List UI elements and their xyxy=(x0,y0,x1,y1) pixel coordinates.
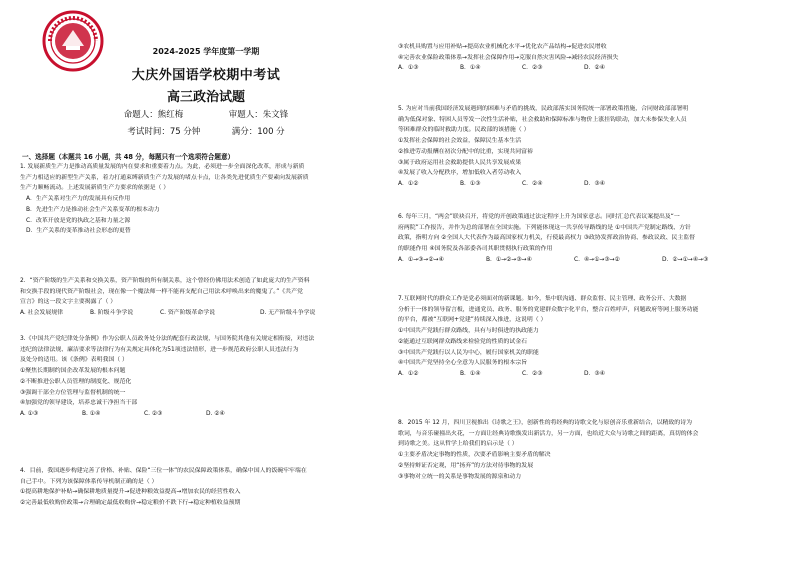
question-stem: 确为低保对象、特困人员等发一次性生活补贴，社会救助和保障标准与物价上涨挂钩联动，加大未参保失业人员 xyxy=(398,116,687,123)
option: B．先进生产力是推动社会生产关系变革的根本动力 xyxy=(26,206,160,213)
exam-time: 考试时间：75 分钟 xyxy=(127,127,201,137)
statement: ①提高耕地保护补贴→确保耕地质量提升→促进种粮效益提高→增加农民的经营性收入 xyxy=(20,489,241,496)
option: B．①→②→③→④ xyxy=(486,256,532,263)
question-5 xyxy=(398,104,778,190)
option: C．②④ xyxy=(522,180,543,187)
statement: ④中国共产党坚持全心全意为人民服务的根本宗旨 xyxy=(398,360,527,367)
option: A. 社会发展规律 xyxy=(20,310,64,317)
statement: ③强调干部全方位管理与监督机制的统一 xyxy=(20,389,126,396)
question-stem: 及处分的适用。该《条例》表明我国（ ） xyxy=(20,357,128,364)
question-stem: 违纪的法律法规、廉洁要求等法律行为有关规定具体化为51项违法情形，进一步规范政府公职人员违法行为 xyxy=(20,346,299,353)
question-1 xyxy=(20,162,392,237)
option: D．③④ xyxy=(584,370,605,377)
statement: ①发挥社会保障的社会效益，保障民生基本生活 xyxy=(398,138,522,145)
question-stem: 政策，指明方向 ②全国人大代表作为最高国家权力机关，行使最高权力 ③政协发挥政治协商、参政议政、民主监督 xyxy=(398,235,696,242)
question-2 xyxy=(20,276,392,319)
option: D. 无产阶级斗争学说 xyxy=(260,310,316,317)
statement: ③事物对立统一的关系是事物发展的源泉和动力 xyxy=(398,473,522,480)
school-logo-icon xyxy=(42,10,104,72)
question-stem: 到诗歌之美。这从哲学上给我们的启示是（ ） xyxy=(398,441,518,448)
option: B．①④ xyxy=(460,65,481,72)
question-stem: 8．2015 年 12 月，四川卫视推出《诗歌之王》，创新性的将经典的诗歌文化与原创音乐重新结合，以精致的诗为 xyxy=(398,420,692,426)
option: C．②③ xyxy=(522,370,543,377)
option-row xyxy=(398,255,778,266)
option: D．③④ xyxy=(584,180,605,187)
option: B. ①④ xyxy=(82,410,101,417)
question-stem: 自己手中。下列为该保障体系传导机制正确的是（ ） xyxy=(20,478,158,485)
question-6 xyxy=(398,212,778,266)
statement: ②能通过互联网群众路线来检验党的性质的试金石 xyxy=(398,338,527,345)
statement: ②不断推进公职人员管理的制度化、规范化 xyxy=(20,378,132,385)
option: A．生产关系对生产力的发展具有反作用 xyxy=(26,196,131,203)
question-4 xyxy=(20,466,392,509)
question-stem: 6. 每年三月，“两会”联袂召开，将党的开创政策通过法定程序上升为国家意志。同时汇总代表议案提出及“一 xyxy=(398,214,680,220)
question-stem: 府两院”工作报告，并作为总的部署在全国实施。下列能体现这一共享传导路线的是 ①中国共产党制定路线、方针 xyxy=(398,224,691,231)
option: D．②④ xyxy=(584,65,605,72)
option: C. 资产阶级革命学说 xyxy=(160,310,215,317)
option-row xyxy=(20,308,392,319)
option: A．①② xyxy=(398,370,419,377)
statement: ②推进劳动报酬在初次分配中的比重，实现共同富裕 xyxy=(398,148,533,155)
option: C. ②③ xyxy=(144,410,163,417)
exam-authors xyxy=(20,108,392,120)
question-stem: 1. 发展新质生产力是推动高质量发展的内在要求和重要着力点。为此，必须进一步全面深化改革，形成与新质 xyxy=(20,164,305,170)
exam-title: 高三政治试题 xyxy=(166,90,245,105)
statement: ③农机具购置与应用补贴→提高农业机械化水平→优化农产品结构→促进农民增收 xyxy=(398,44,607,50)
statement: ④加强党的领导建设，培养忠诚干净担当干部 xyxy=(20,400,138,407)
option-row xyxy=(398,63,778,74)
question-stem: 生产力顺畅流动。上述发展新质生产力要求的依据是（ ） xyxy=(20,185,170,192)
question-stem: 4．目前，我国逐步构建完善了价格、补贴、保险“三位一体”的农民保障政策体系，确保中国人的饭碗牢牢端在 xyxy=(20,468,307,474)
exam-meta xyxy=(20,125,392,137)
section-title: 一、选择题（本题共 16 小题，共 48 分，每题只有一个选项符合题意） xyxy=(22,153,235,161)
school-year: 2024-2025 学年度第一学期 xyxy=(152,47,260,56)
option: D. ②④ xyxy=(206,410,225,417)
option-row xyxy=(398,179,778,190)
question-7 xyxy=(398,294,778,380)
option: B．①④ xyxy=(460,370,481,377)
statement: ①聚焦长期制约国企改革发展的根本问题 xyxy=(20,368,126,375)
question-8 xyxy=(398,418,778,482)
option: B. 阶级斗争学说 xyxy=(90,310,134,317)
option: A．①③ xyxy=(398,65,419,72)
statement: ④完善农业保险政策体系→发挥社会保障作用→克服自然灾害风险→减轻农民经济损失 xyxy=(398,54,619,61)
question-stem: 歌词，与音乐碰撞出火花，一方面让经典诗歌焕发出新活力，另一方面，也给近大众与诗歌之间的距离，真切的体会 xyxy=(398,430,699,437)
option: D．②→①→④→③ xyxy=(662,256,709,263)
question-stem: 的职能作用 ④国务院及各部委各司其职贯彻执行政策的作用 xyxy=(398,246,553,253)
question-stem: 2．“资产阶级的生产关系和交换关系，资产阶级的所有制关系，这个曾经仿佛用法术创造了如此庞大的生产资料 xyxy=(20,278,310,284)
question-3 xyxy=(20,334,392,420)
option: C．④→①→③→② xyxy=(574,256,620,263)
question-stem: 5. 为应对当前我国经济发展遇到的困难与矛盾的挑战，民政部落实国务院统一部署政策措施，合同财政部部署明 xyxy=(398,106,689,112)
statement: ④发展了收入分配秩序，增加低收入者劳动收入 xyxy=(398,170,522,177)
statement: ②完善最低收购价政策→合理确定最低收购价→稳定粮价不跌下行→稳定种植收益预期 xyxy=(20,500,241,507)
option: A．①② xyxy=(398,180,419,187)
question-stem: 和交换手段的现代资产阶级社会，现在像一个魔法师一样不能再支配自己用法术呼唤出来的魔鬼了。”《共产党 xyxy=(20,288,303,295)
option: A. ①③ xyxy=(20,410,39,417)
statement: ①中国共产党践行群众路线，具有与时俱进的执政能力 xyxy=(398,328,539,335)
statement: ③中国共产党践行以人民为中心，履行国家机关的职能 xyxy=(398,349,539,356)
question-stem: 分析于一体的领导留言板，进通党员、政务、服务的党建群众数字化平台，整合百姓呼声，问题政府等网上服务功能 xyxy=(398,306,699,313)
question-stem: 宣言》的这一段文字主要揭露了（ ） xyxy=(20,299,117,306)
option: B．①③ xyxy=(460,180,481,187)
option: D．生产关系的变革推动社会形态的更替 xyxy=(26,228,131,235)
option: A．①→③→②→④ xyxy=(398,256,444,263)
option-row xyxy=(398,369,778,380)
question-stem: 的平台，都被“互联网+党建”持续深入推进，这说明（ ） xyxy=(398,317,547,324)
question-stem: 等困难群众的临时救助力度。民政部的该措施（ ） xyxy=(398,127,530,134)
question-stem: 3.《中国共产党纪律处分条例》作为公职人员政务处分法的配套行政法规，与国务院其他有关规定相衔接，对违法 xyxy=(20,336,315,342)
option: C．改革开放是党的执政之基和力量之源 xyxy=(26,217,131,224)
school-name: 大庆外国语学校期中考试 xyxy=(131,68,281,83)
option: C．②③ xyxy=(522,65,543,72)
question-stem: 7.互联网时代的群众工作是党必须面对的新课题。如今，集中联沟通、群众监督、民主管理、政务公开、大数据 xyxy=(398,296,687,302)
exam-score: 满分：100 分 xyxy=(231,127,285,137)
reviewer: 审题人：朱文锋 xyxy=(228,110,289,120)
statement: ③属于政府运用社会救助提供人民共享发展成果 xyxy=(398,159,522,166)
proposer: 命题人：熊红梅 xyxy=(123,110,184,120)
statement: ①主要矛盾决定事物的性质，次要矛盾影响主要矛盾的解决 xyxy=(398,452,551,459)
option-row xyxy=(20,409,392,420)
statement: ②坚持辩证否定观，用“扬弃”的方法对待事物的发展 xyxy=(398,462,534,469)
question-4-continued xyxy=(398,42,778,74)
question-stem: 生产力相适应的新型生产关系，着力打通束缚新质生产力发展的堵点卡点，让各类先进优质生产要素向发展新质 xyxy=(20,174,309,181)
